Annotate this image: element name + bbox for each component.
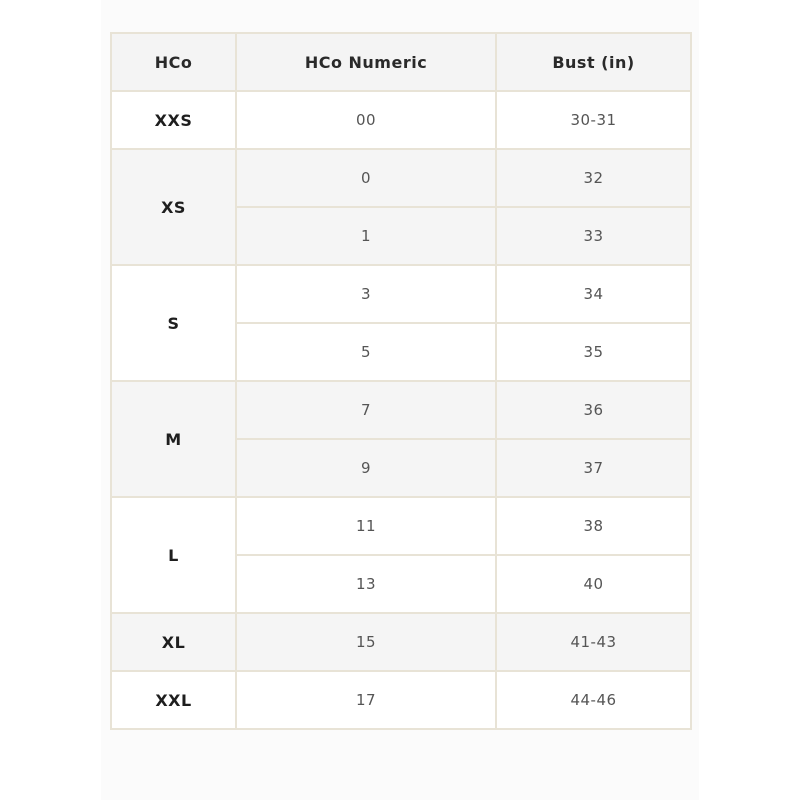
bust-cell: 40 xyxy=(496,555,691,613)
bust-cell: 41-43 xyxy=(496,613,691,671)
bust-cell: 33 xyxy=(496,207,691,265)
bust-cell: 36 xyxy=(496,381,691,439)
table-row xyxy=(111,671,691,729)
bust-cell: 44-46 xyxy=(496,671,691,729)
size-label-xxl: XXL xyxy=(111,671,236,729)
header-size: HCo xyxy=(111,33,236,91)
size-label-xl: XL xyxy=(111,613,236,671)
table-row xyxy=(111,91,691,149)
bust-cell: 32 xyxy=(496,149,691,207)
table-row xyxy=(111,381,691,439)
header-numeric: HCo Numeric xyxy=(236,33,496,91)
bust-cell: 30-31 xyxy=(496,91,691,149)
table-row xyxy=(111,149,691,207)
bust-cell: 34 xyxy=(496,265,691,323)
size-label-l: L xyxy=(111,497,236,613)
numeric-cell: 00 xyxy=(236,91,496,149)
numeric-cell: 15 xyxy=(236,613,496,671)
numeric-cell: 11 xyxy=(236,497,496,555)
header-bust: Bust (in) xyxy=(496,33,691,91)
table-row xyxy=(111,497,691,555)
bust-cell: 37 xyxy=(496,439,691,497)
size-label-m: M xyxy=(111,381,236,497)
numeric-cell: 0 xyxy=(236,149,496,207)
numeric-cell: 1 xyxy=(236,207,496,265)
table-row xyxy=(111,613,691,671)
numeric-cell: 13 xyxy=(236,555,496,613)
numeric-cell: 7 xyxy=(236,381,496,439)
header-row xyxy=(111,33,691,91)
numeric-cell: 5 xyxy=(236,323,496,381)
bust-cell: 35 xyxy=(496,323,691,381)
size-label-xxs: XXS xyxy=(111,91,236,149)
size-chart-table xyxy=(110,32,692,730)
numeric-cell: 17 xyxy=(236,671,496,729)
size-label-xs: XS xyxy=(111,149,236,265)
bust-cell: 38 xyxy=(496,497,691,555)
size-label-s: S xyxy=(111,265,236,381)
table-row xyxy=(111,265,691,323)
numeric-cell: 3 xyxy=(236,265,496,323)
numeric-cell: 9 xyxy=(236,439,496,497)
